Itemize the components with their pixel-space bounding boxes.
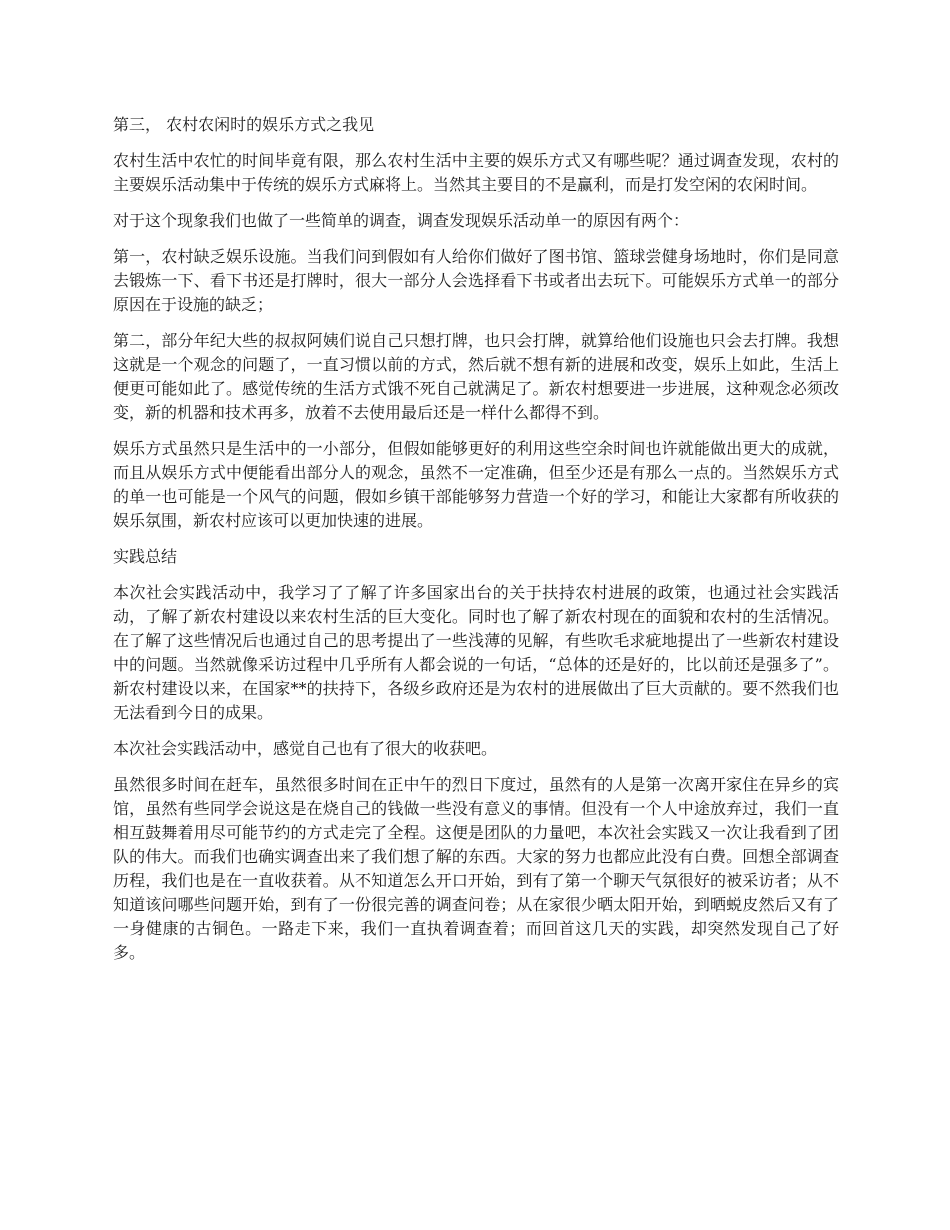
paragraph-entertainment-intro: 农村生活中农忙的时间毕竟有限，那么农村生活中主要的娱乐方式又有哪些呢？通过调查发现，农村的主要娱乐活动集中于传统的娱乐方式麻将上。当然其主要目的不是赢利，而是打发空闲的农闲时间。 xyxy=(113,151,839,194)
paragraph-reason-two: 第二，部分年纪大些的叔叔阿姨们说自己只想打牌，也只会打牌，就算给他们设施也只会去打牌。我想这就是一个观念的问题了，一直习惯以前的方式，然后就不想有新的进展和改变，娱乐上如此，生活上便更可能如此了。感觉传统的生活方式饿不死自己就满足了。新农村想要进一步进展，这种观念必须改变，新的机器和技术再多，放着不去使用最后还是一样什么都得不到。 xyxy=(113,331,839,422)
paragraph-summary-gains: 本次社会实践活动中，感觉自己也有了很大的收获吧。 xyxy=(113,739,498,758)
document-page xyxy=(113,113,839,977)
paragraph-entertainment-conclusion: 娱乐方式虽然只是生活中的一小部分，但假如能够更好的利用这些空余时间也许就能做出更大的成就，而且从娱乐方式中便能看出部分人的观念，虽然不一定准确，但至少还是有那么一点的。当然娱乐方式的单一也可能是一个风气的问题，假如乡镇干部能够努力营造一个好的学习，和能让大家都有所收获的娱乐氛围，新农村应该可以更加快速的进展。 xyxy=(113,439,839,530)
paragraph-summary-policy: 本次社会实践活动中，我学习了了解了许多国家出台的关于扶持农村进展的政策，也通过社会实践活动，了解了新农村建设以来农村生活的巨大变化。同时也了解了新农村现在的面貌和农村的生活情况。在了解了这些情况后也通过自己的思考提出了一些浅薄的见解，有些吹毛求疵地提出了一些新农村建设中的问题。当然就像采访过程中几乎所有人都会说的一句话，“总体的还是好的，比以前还是强多了”。新农村建设以来，在国家**的扶持下，各级乡政府还是为农村的进展做出了巨大贡献的。要不然我们也无法看到今日的成果。 xyxy=(113,583,839,722)
section-heading-summary: 实践总结 xyxy=(113,547,178,566)
paragraph-reason-one: 第一，农村缺乏娱乐设施。当我们问到假如有人给你们做好了图书馆、篮球尝健身场地时，你们是同意去锻炼一下、看下书还是打牌时，很大一部分人会选择看下书或者出去玩下。可能娱乐方式单一的部分原因在于设施的缺乏； xyxy=(113,247,839,314)
paragraph-summary-team: 虽然很多时间在赶车，虽然很多时间在正中午的烈日下度过，虽然有的人是第一次离开家住在异乡的宾馆，虽然有些同学会说这是在烧自己的钱做一些没有意义的事情。但没有一个人中途放弃过，我们一直相互鼓舞着用尽可能节约的方式走完了全程。这便是团队的力量吧，本次社会实践又一次让我看到了团队的伟大。而我们也确实调查出来了我们想了解的东西。大家的努力也都应此没有白费。回想全部调查历程，我们也是在一直收获着。从不知道怎么开口开始，到有了第一个聊天气氛很好的被采访者；从不知道该问哪些问题开始，到有了一份很完善的调查问卷；从在家很少晒太阳开始，到晒蜕皮然后又有了一身健康的古铜色。一路走下来，我们一直执着调查着；而回首这几天的实践，却突然发现自己了好多。 xyxy=(113,775,839,962)
section-heading-third: 第三， 农村农闲时的娱乐方式之我见 xyxy=(113,115,375,134)
paragraph-survey-reasons: 对于这个现象我们也做了一些简单的调查，调查发现娱乐活动单一的原因有两个： xyxy=(113,211,690,230)
